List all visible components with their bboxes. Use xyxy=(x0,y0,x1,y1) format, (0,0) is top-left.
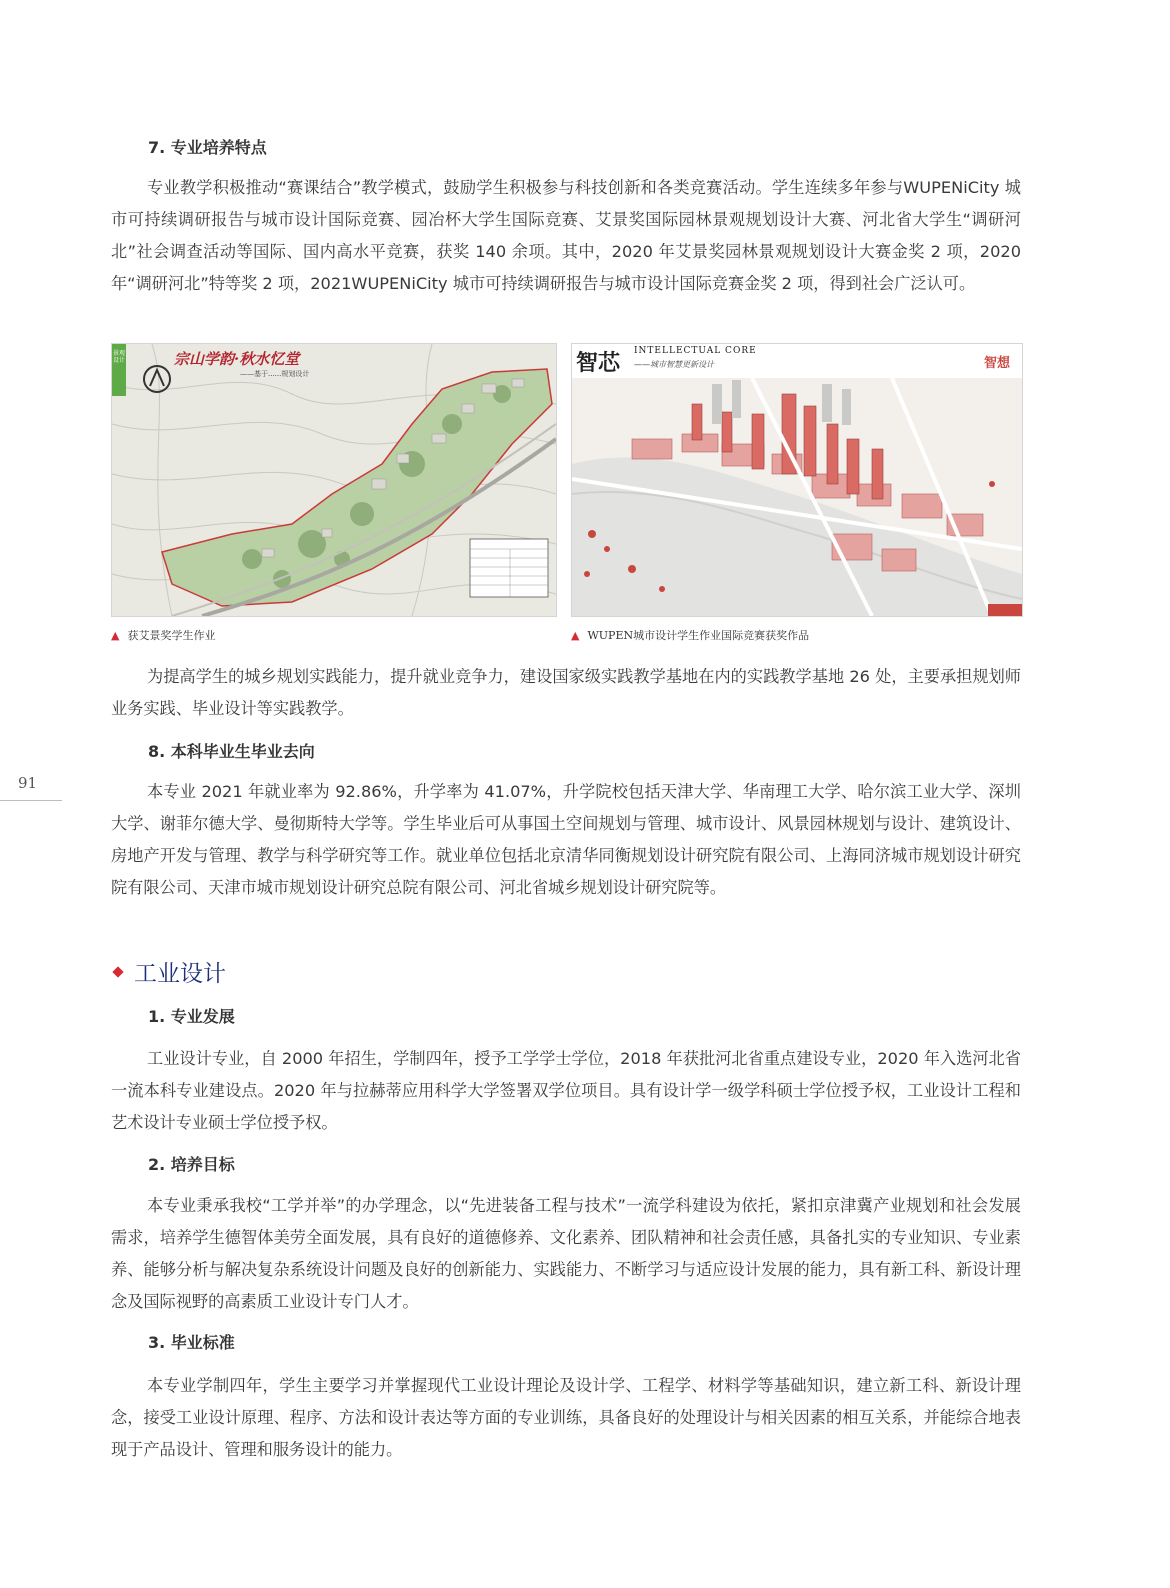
figure-left-title: 宗山学韵·秋水忆堂 xyxy=(174,350,300,368)
figure-left-side-label: 景观设计 xyxy=(113,350,126,364)
triangle-icon: ▲ xyxy=(571,629,580,642)
subsection-1-heading: 1. 专业发展 xyxy=(148,1007,235,1026)
section-7-heading: 7. 专业培养特点 xyxy=(148,138,267,157)
subsection-2-paragraph: 本专业秉承我校“工学并举”的办学理念，以“先进装备工程与技术”一流学科建设为依托，紧扣京津冀产业规划和社会发展需求，培养学生德智体美劳全面发展，具有良好的道德修养、文化素养、团队精神和社会责任感，具备扎实的专业知识、专业素养、能够分析与解决复杂系统设计问题及良好的创新能力、实践能力、不断学习与适应设计发展的能力，具有新工科、新设计理念及国际视野的高素质工业设计专门人才。 xyxy=(111,1196,1021,1311)
section-8-heading: 8. 本科毕业生毕业去向 xyxy=(148,742,315,761)
page-number-rule xyxy=(0,800,62,801)
urban-design-drawing xyxy=(572,344,1022,616)
section-7-paragraph: 专业教学积极推动“赛课结合”教学模式，鼓励学生积极参与科技创新和各类竞赛活动。学生连续多年参与WUPENiCity 城市可持续调研报告与城市设计国际竞赛、园冶杯大学生国际竞赛、艾景奖国际园林景观规划设计大赛、河北省大学生“调研河北”社会调查活动等国际、国内高水平竞赛，获奖 140 余项。其中，2020 年艾景奖园林景观规划设计大赛金奖 2 项，2020 年“调研河北”特等奖 2 项，2021WUPENiCity 城市可持续调研报告与城市设计国际竞赛金奖 2 项，得到社会广泛认可。 xyxy=(111,178,1021,293)
triangle-icon: ▲ xyxy=(111,629,120,642)
figure-left-caption-text: 获艾景奖学生作业 xyxy=(127,629,216,642)
figure-urban-design xyxy=(571,343,1023,617)
diamond-bullet-icon xyxy=(112,966,123,977)
subsection-3-paragraph: 本专业学制四年，学生主要学习并掌握现代工业设计理论及设计学、工程学、材料学等基础知识，建立新工科、新设计理念，接受工业设计原理、程序、方法和设计表达等方面的专业训练，具备良好的处理设计与相关因素的相互关系，并能综合地表现于产品设计、管理和服务设计的能力。 xyxy=(111,1376,1021,1459)
figure-right-title-en: INTELLECTUAL CORE xyxy=(634,346,757,356)
figure-right-caption-text: WUPEN城市设计学生作业国际竞赛获奖作品 xyxy=(587,629,810,642)
subsection-1-paragraph: 工业设计专业，自 2000 年招生，学制四年，授予工学学士学位，2018 年获批河北省重点建设专业，2020 年入选河北省一流本科专业建设点。2020 年与拉赫蒂应用科学大学签署双学位项目。具有设计学一级学科硕士学位授予权，工业设计工程和艺术设计专业硕士学位授予权。 xyxy=(111,1049,1021,1132)
subsection-2-heading: 2. 培养目标 xyxy=(148,1155,235,1174)
figure-left-caption xyxy=(111,627,215,643)
section-title-text: 工业设计 xyxy=(134,961,226,987)
figure-right-corner-label: 智想 xyxy=(984,356,1011,371)
figure-left-subtitle: ——基于......规划设计 xyxy=(240,370,310,378)
page-number: 91 xyxy=(18,774,38,792)
figure-right-caption xyxy=(571,627,809,643)
figure-right-title-cn: 智芯 xyxy=(576,350,621,376)
landscape-plan-drawing xyxy=(112,344,556,616)
section-title xyxy=(111,955,226,988)
figure-right-subtitle: ——城市智慧更新设计 xyxy=(634,360,714,369)
figure-landscape-plan xyxy=(111,343,557,617)
subsection-3-heading: 3. 毕业标准 xyxy=(148,1333,235,1352)
section-8-paragraph: 本专业 2021 年就业率为 92.86%，升学率为 41.07%，升学院校包括天津大学、华南理工大学、哈尔滨工业大学、深圳大学、谢菲尔德大学、曼彻斯特大学等。学生毕业后可从事国土空间规划与管理、城市设计、风景园林规划与设计、建筑设计、房地产开发与管理、教学与科学研究等工作。就业单位包括北京清华同衡规划设计研究院有限公司、上海同济城市规划设计研究院有限公司、天津市城市规划设计研究总院有限公司、河北省城乡规划设计研究院等。 xyxy=(111,782,1021,897)
practice-paragraph: 为提高学生的城乡规划实践能力，提升就业竞争力，建设国家级实践教学基地在内的实践教学基地 26 处，主要承担规划师业务实践、毕业设计等实践教学。 xyxy=(111,667,1021,718)
